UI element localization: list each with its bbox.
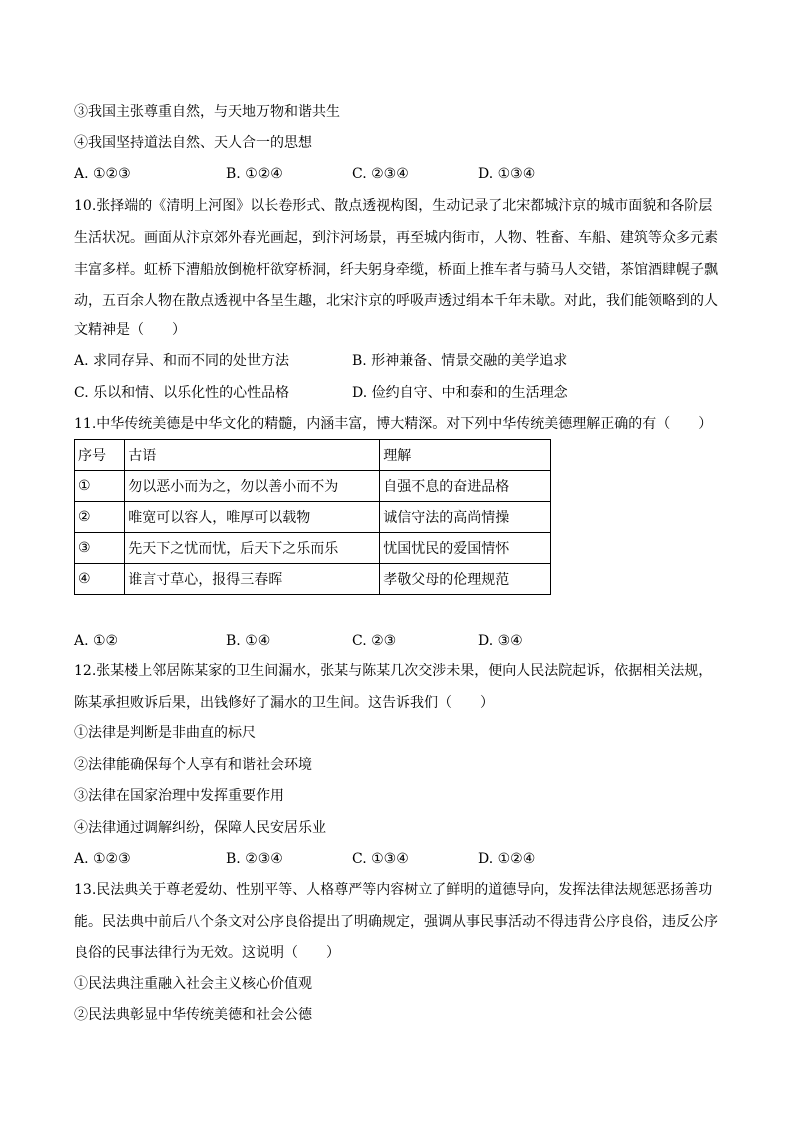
- q9-option-d: D. ①③④: [478, 166, 536, 182]
- q10-stem-line-4: 动，五百余人物在散点透视中各呈生趣，北宋汴京的呼吸声透过绢本千年未歇。对此，我们能领略到的人: [74, 293, 718, 309]
- table-cell: ①: [75, 471, 125, 502]
- table-row: [75, 533, 551, 564]
- q10-stem-line-3: 丰富多样。虹桥下漕船放倒桅杆欲穿桥洞，纤夫躬身牵缆，桥面上推车者与骑马人交错，茶馆酒肆幌子飘: [74, 262, 718, 278]
- q9-item-3: ③我国主张尊重自然，与天地万物和谐共生: [74, 104, 340, 120]
- q11-option-a: A. ①②: [74, 633, 119, 649]
- q10-option-d: D. 俭约自守、中和泰和的生活理念: [352, 385, 568, 401]
- q12-item-4: ④法律通过调解纠纷，保障人民安居乐业: [74, 820, 326, 836]
- q12-item-1: ①法律是判断是非曲直的标尺: [74, 725, 256, 741]
- q12-option-a: A. ①②③: [74, 851, 131, 867]
- table-header-row: [75, 440, 551, 471]
- q13-item-2: ②民法典彰显中华传统美德和社会公德: [74, 1007, 312, 1023]
- table-row: [75, 502, 551, 533]
- q9-option-b: B. ①②④: [226, 166, 283, 182]
- q13-item-1: ①民法典注重融入社会主义核心价值观: [74, 976, 312, 992]
- q11-option-b: B. ①④: [226, 633, 271, 649]
- q11-option-c: C. ②③: [352, 633, 397, 649]
- q9-option-a: A. ①②③: [74, 166, 131, 182]
- q10-option-b: B. 形神兼备、情景交融的美学追求: [352, 353, 568, 369]
- q10-stem-line-2: 生活状况。画面从汴京郊外春光画起，到汴河场景，再至城内街市，人物、牲畜、车船、建筑等众多元素: [74, 230, 718, 246]
- q12-stem-line-1: 12.张某楼上邻居陈某家的卫生间漏水，张某与陈某几次交涉未果，便向人民法院起诉，依据相关法规，: [74, 663, 713, 679]
- table-cell: ②: [75, 502, 125, 533]
- q13-stem-line-3: 良俗的民事法律行为无效。这说明（ ）: [74, 945, 340, 961]
- table-cell: 勿以恶小而为之，勿以善小而不为: [125, 471, 380, 502]
- q12-item-2: ②法律能确保每个人享有和谐社会环境: [74, 757, 312, 773]
- table-cell: 自强不息的奋进品格: [380, 471, 551, 502]
- q10-stem-line-5: 文精神是（ ）: [74, 322, 186, 338]
- q11-table: [74, 439, 551, 595]
- q11-stem: 11.中华传统美德是中华文化的精髓，内涵丰富，博大精深。对下列中华传统美德理解正确的有（ ）: [74, 416, 713, 432]
- table-cell: 孝敬父母的伦理规范: [380, 564, 551, 595]
- q10-option-c: C. 乐以和情、以乐化性的心性品格: [74, 385, 290, 401]
- q10-option-a: A. 求同存异、和而不同的处世方法: [74, 353, 290, 369]
- q10-stem-line-1: 10.张择端的《清明上河图》以长卷形式、散点透视构图，生动记录了北宋都城汴京的城市面貌和各阶层: [74, 198, 713, 214]
- q12-option-b: B. ②③④: [226, 851, 283, 867]
- q11-option-d: D. ③④: [478, 633, 523, 649]
- q12-stem-line-2: 陈某承担败诉后果，出钱修好了漏水的卫生间。这告诉我们（ ）: [74, 695, 494, 711]
- table-cell: 忧国忧民的爱国情怀: [380, 533, 551, 564]
- q9-option-c: C. ②③④: [352, 166, 409, 182]
- q12-item-3: ③法律在国家治理中发挥重要作用: [74, 788, 284, 804]
- table-cell: ④: [75, 564, 125, 595]
- table-header-cell: 序号: [75, 440, 125, 471]
- q9-item-4: ④我国坚持道法自然、天人合一的思想: [74, 135, 312, 151]
- q13-stem-line-1: 13.民法典关于尊老爱幼、性别平等、人格尊严等内容树立了鲜明的道德导向，发挥法律法规惩恶扬善功: [74, 882, 713, 898]
- table-cell: ③: [75, 533, 125, 564]
- table-header-cell: 古语: [125, 440, 380, 471]
- table-header-cell: 理解: [380, 440, 551, 471]
- table-cell: 谁言寸草心，报得三春晖: [125, 564, 380, 595]
- table-cell: 唯宽可以容人，唯厚可以载物: [125, 502, 380, 533]
- q12-option-c: C. ①③④: [352, 851, 409, 867]
- q12-option-d: D. ①②④: [478, 851, 536, 867]
- q13-stem-line-2: 能。民法典中前后八个条文对公序良俗提出了明确规定，强调从事民事活动不得违背公序良俗，违反公序: [74, 914, 718, 930]
- table-cell: 先天下之忧而忧，后天下之乐而乐: [125, 533, 380, 564]
- table-cell: 诚信守法的高尚情操: [380, 502, 551, 533]
- table-row: [75, 564, 551, 595]
- table-row: [75, 471, 551, 502]
